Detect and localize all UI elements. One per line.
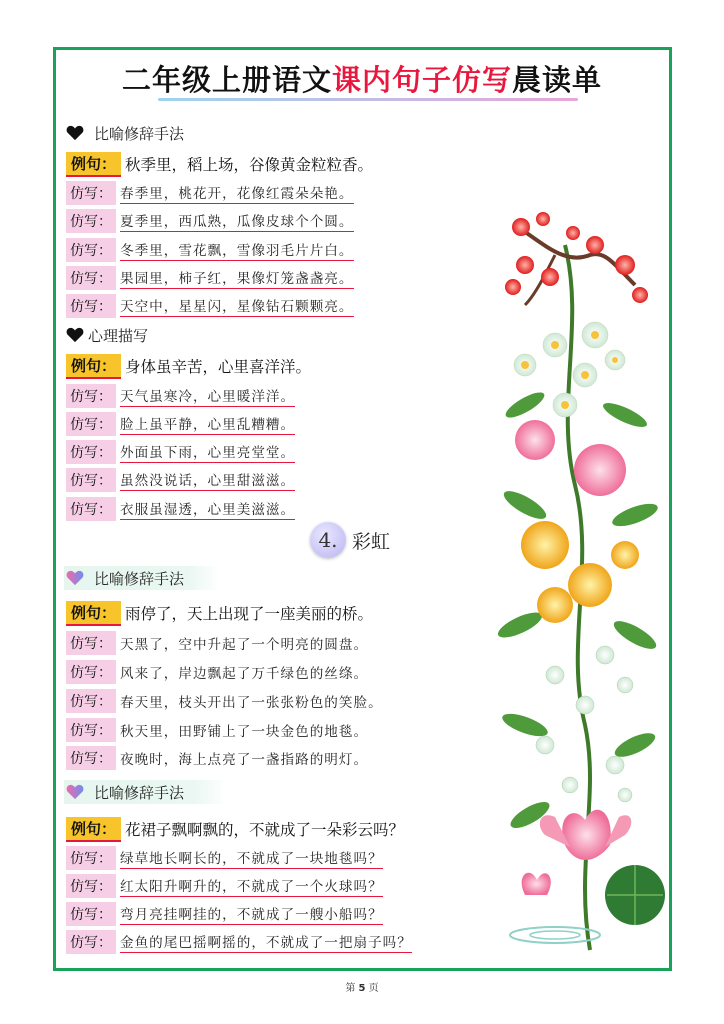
flower-illustration [495, 205, 667, 957]
imitation-text: 虽然没说话，心里甜滋滋。 [120, 469, 295, 491]
imitation-text: 弯月亮挂啊挂的，不就成了一艘小船吗？ [120, 903, 383, 925]
example-row [66, 152, 373, 176]
imitation-text: 脸上虽平静，心里乱糟糟。 [120, 413, 295, 435]
imitate-tag: 仿写： [66, 440, 116, 464]
imitation-row [66, 412, 295, 436]
section-heading: 心理描写 [64, 323, 148, 347]
imitation-text: 衣服虽湿透，心里美滋滋。 [120, 498, 295, 520]
imitation-row [66, 746, 368, 770]
imitation-row [66, 468, 295, 492]
imitation-text: 天黑了，空中升起了一个明亮的圆盘。 [120, 637, 369, 653]
imitation-row [66, 294, 354, 318]
page-title: 二年级上册语文课内句子仿写晨读单 [121, 63, 603, 97]
imitation-row [66, 660, 368, 684]
example-tag: 例句： [66, 817, 121, 842]
imitation-row [66, 238, 354, 262]
section-heading: 比喻修辞手法 [64, 780, 226, 804]
imitation-row [66, 440, 295, 464]
imitate-tag: 仿写： [66, 294, 116, 318]
imitate-tag: 仿写： [66, 497, 116, 521]
imitation-text: 春季里，桃花开，花像红霞朵朵艳。 [120, 182, 354, 204]
imitation-text: 红太阳升啊升的，不就成了一个火球吗？ [120, 875, 383, 897]
lesson-title: 彩虹 [352, 530, 391, 553]
example-tag: 例句： [66, 152, 121, 177]
heart-icon [66, 570, 84, 586]
page-number: 第 5 页 [345, 983, 379, 994]
imitation-text: 风来了，岸边飘起了万千绿色的丝绦。 [120, 666, 369, 682]
imitation-text: 春天里，枝头开出了一张张粉色的笑脸。 [120, 695, 383, 711]
imitation-row [66, 902, 383, 926]
imitation-text: 绿草地长啊长的，不就成了一块地毯吗？ [120, 847, 383, 869]
imitate-tag: 仿写： [66, 689, 116, 713]
imitate-tag: 仿写： [66, 660, 116, 684]
imitate-tag: 仿写： [66, 181, 116, 205]
example-row [66, 354, 311, 378]
imitate-tag: 仿写： [66, 209, 116, 233]
imitate-tag: 仿写： [66, 631, 116, 655]
title-underline [158, 98, 578, 101]
lesson-header [310, 522, 390, 558]
imitation-text: 外面虽下雨，心里亮堂堂。 [120, 441, 295, 463]
imitate-tag: 仿写： [66, 846, 116, 870]
imitation-text: 果园里，柿子红，果像灯笼盏盏亮。 [120, 267, 354, 289]
imitation-row [66, 930, 412, 954]
heart-icon [66, 125, 84, 141]
imitation-row [66, 718, 368, 742]
imitation-text: 天空中，星星闪，星像钻石颗颗亮。 [120, 295, 354, 317]
imitation-text: 天气虽寒冷，心里暖洋洋。 [120, 385, 295, 407]
imitation-row [66, 846, 383, 870]
imitate-tag: 仿写： [66, 468, 116, 492]
imitate-tag: 仿写： [66, 718, 116, 742]
heart-icon [66, 784, 84, 800]
example-text: 秋季里，稻上场，谷像黄金粒粒香。 [125, 156, 374, 174]
example-text: 身体虽辛苦，心里喜洋洋。 [125, 358, 312, 376]
imitate-tag: 仿写： [66, 266, 116, 290]
imitate-tag: 仿写： [66, 746, 116, 770]
imitation-text: 夜晚时，海上点亮了一盏指路的明灯。 [120, 752, 369, 768]
imitation-row [66, 181, 354, 205]
example-tag: 例句： [66, 601, 121, 626]
imitate-tag: 仿写： [66, 238, 116, 262]
imitate-tag: 仿写： [66, 874, 116, 898]
imitation-text: 秋天里，田野铺上了一块金色的地毯。 [120, 724, 369, 740]
imitation-text: 夏季里，西瓜熟，瓜像皮球个个圆。 [120, 210, 354, 232]
heart-icon [66, 327, 84, 343]
example-row [66, 601, 373, 625]
imitate-tag: 仿写： [66, 384, 116, 408]
imitation-row [66, 631, 368, 655]
section-heading: 比喻修辞手法 [64, 121, 184, 145]
section-heading: 比喻修辞手法 [64, 566, 220, 590]
imitation-row [66, 497, 295, 521]
lesson-number: 4. [310, 522, 346, 558]
imitation-row [66, 266, 354, 290]
example-text: 花裙子飘啊飘的，不就成了一朵彩云吗？ [125, 821, 405, 839]
imitation-row [66, 689, 383, 713]
imitation-text: 金鱼的尾巴摇啊摇的，不就成了一把扇子吗？ [120, 931, 412, 953]
imitation-row [66, 384, 295, 408]
example-text: 雨停了，天上出现了一座美丽的桥。 [125, 605, 374, 623]
example-tag: 例句： [66, 354, 121, 379]
imitation-text: 冬季里，雪花飘，雪像羽毛片片白。 [120, 239, 354, 261]
example-row [66, 817, 404, 841]
imitate-tag: 仿写： [66, 902, 116, 926]
imitation-row [66, 874, 383, 898]
imitation-row [66, 209, 354, 233]
imitate-tag: 仿写： [66, 930, 116, 954]
imitate-tag: 仿写： [66, 412, 116, 436]
